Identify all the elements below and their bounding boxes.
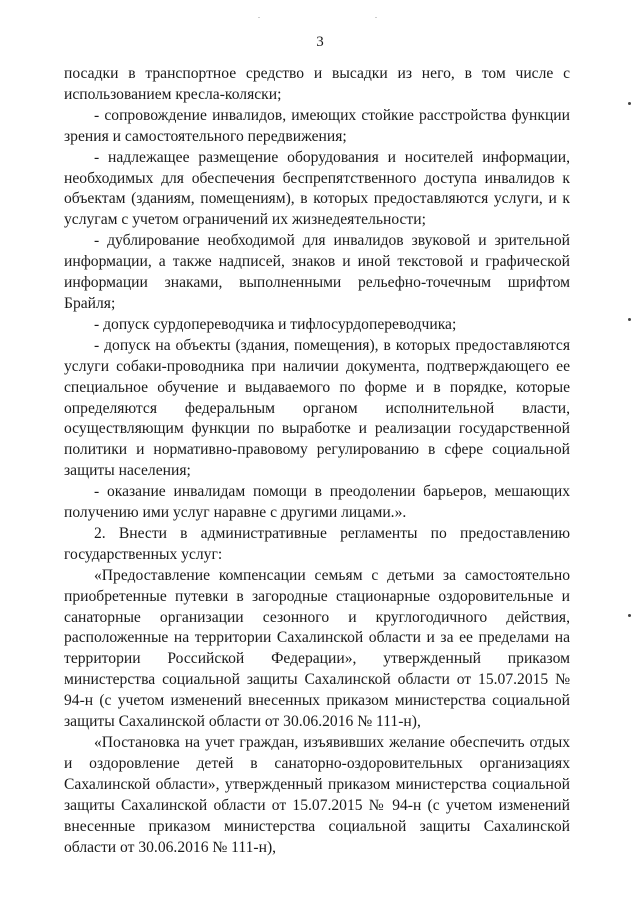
scan-speck [628, 614, 631, 617]
document-body [64, 64, 570, 858]
paragraph: - допуск сурдопереводчика и тифлосурдопереводчика; [94, 315, 457, 333]
paragraph: «Постановка на учет граждан, изъявивших желание обеспечить отдых и оздоровление детей в санаторно-оздоровительных организациях Сахалинской области», утвержденный приказом министерства социальной защиты Сахалинской области от 15.07.2015 № 94-н (с учетом изменений внесенные приказом министерства социальной защиты Сахалинской области от 30.06.2016 № 111-н), [64, 734, 570, 856]
paragraph: - оказание инвалидам помощи в преодолении барьеров, мешающих получению ими услуг наравне с другими лицами.». [64, 483, 570, 522]
paragraph: - допуск на объекты (здания, помещения), в которых предоставляются услуги собаки-проводника при наличии документа, подтверждающего ее специальное обучение и выдаваемого по форме и в порядке, которые определяются федеральным органом исполнительной власти, осуществляющим функции по выработке и реализации государственной политики и нормативно-правовому регулированию в сфере социальной защиты населения; [64, 336, 570, 480]
paragraph: посадки в транспортное средство и высадки из него, в том числе с использованием кресла-коляски; [64, 65, 570, 103]
scan-speck [375, 17, 377, 18]
paragraph: - дублирование необходимой для инвалидов звуковой и зрительной информации, а также надписей, знаков и иной текстовой и графической информации знаками, выполненными рельефно-точечным шрифтом Брайля; [64, 232, 570, 312]
page-number: 3 [316, 34, 324, 50]
paragraph: - сопровождение инвалидов, имеющих стойкие расстройства функции зрения и самостоятельного передвижения; [64, 106, 570, 145]
scan-speck [628, 102, 631, 105]
scan-speck [628, 318, 631, 321]
paragraph: - надлежащее размещение оборудования и носителей информации, необходимых для обеспечения беспрепятственного доступа инвалидов к объектам (зданиям, помещениям), в которых предоставляются услуги, и к услугам с учетом ограничений их жизнедеятельности; [64, 148, 570, 229]
paragraph: 2. Внести в административные регламенты по предоставлению государственных услуг: [64, 524, 570, 563]
scan-speck [258, 17, 260, 18]
paragraph: «Предоставление компенсации семьям с детьми за самостоятельно приобретенные путевки в загородные стационарные оздоровительные и санаторные организации сезонного и круглогодичного действия, расположенные на территории Сахалинской области и за ее пределами на территории Российской Федерации», утвержденный приказом министерства социальной защиты Сахалинской области от 15.07.2015 № 94-н (с учетом изменений внесенных приказом министерства социальной защиты Сахалинской области от 30.06.2016 № 111-н), [64, 566, 570, 731]
